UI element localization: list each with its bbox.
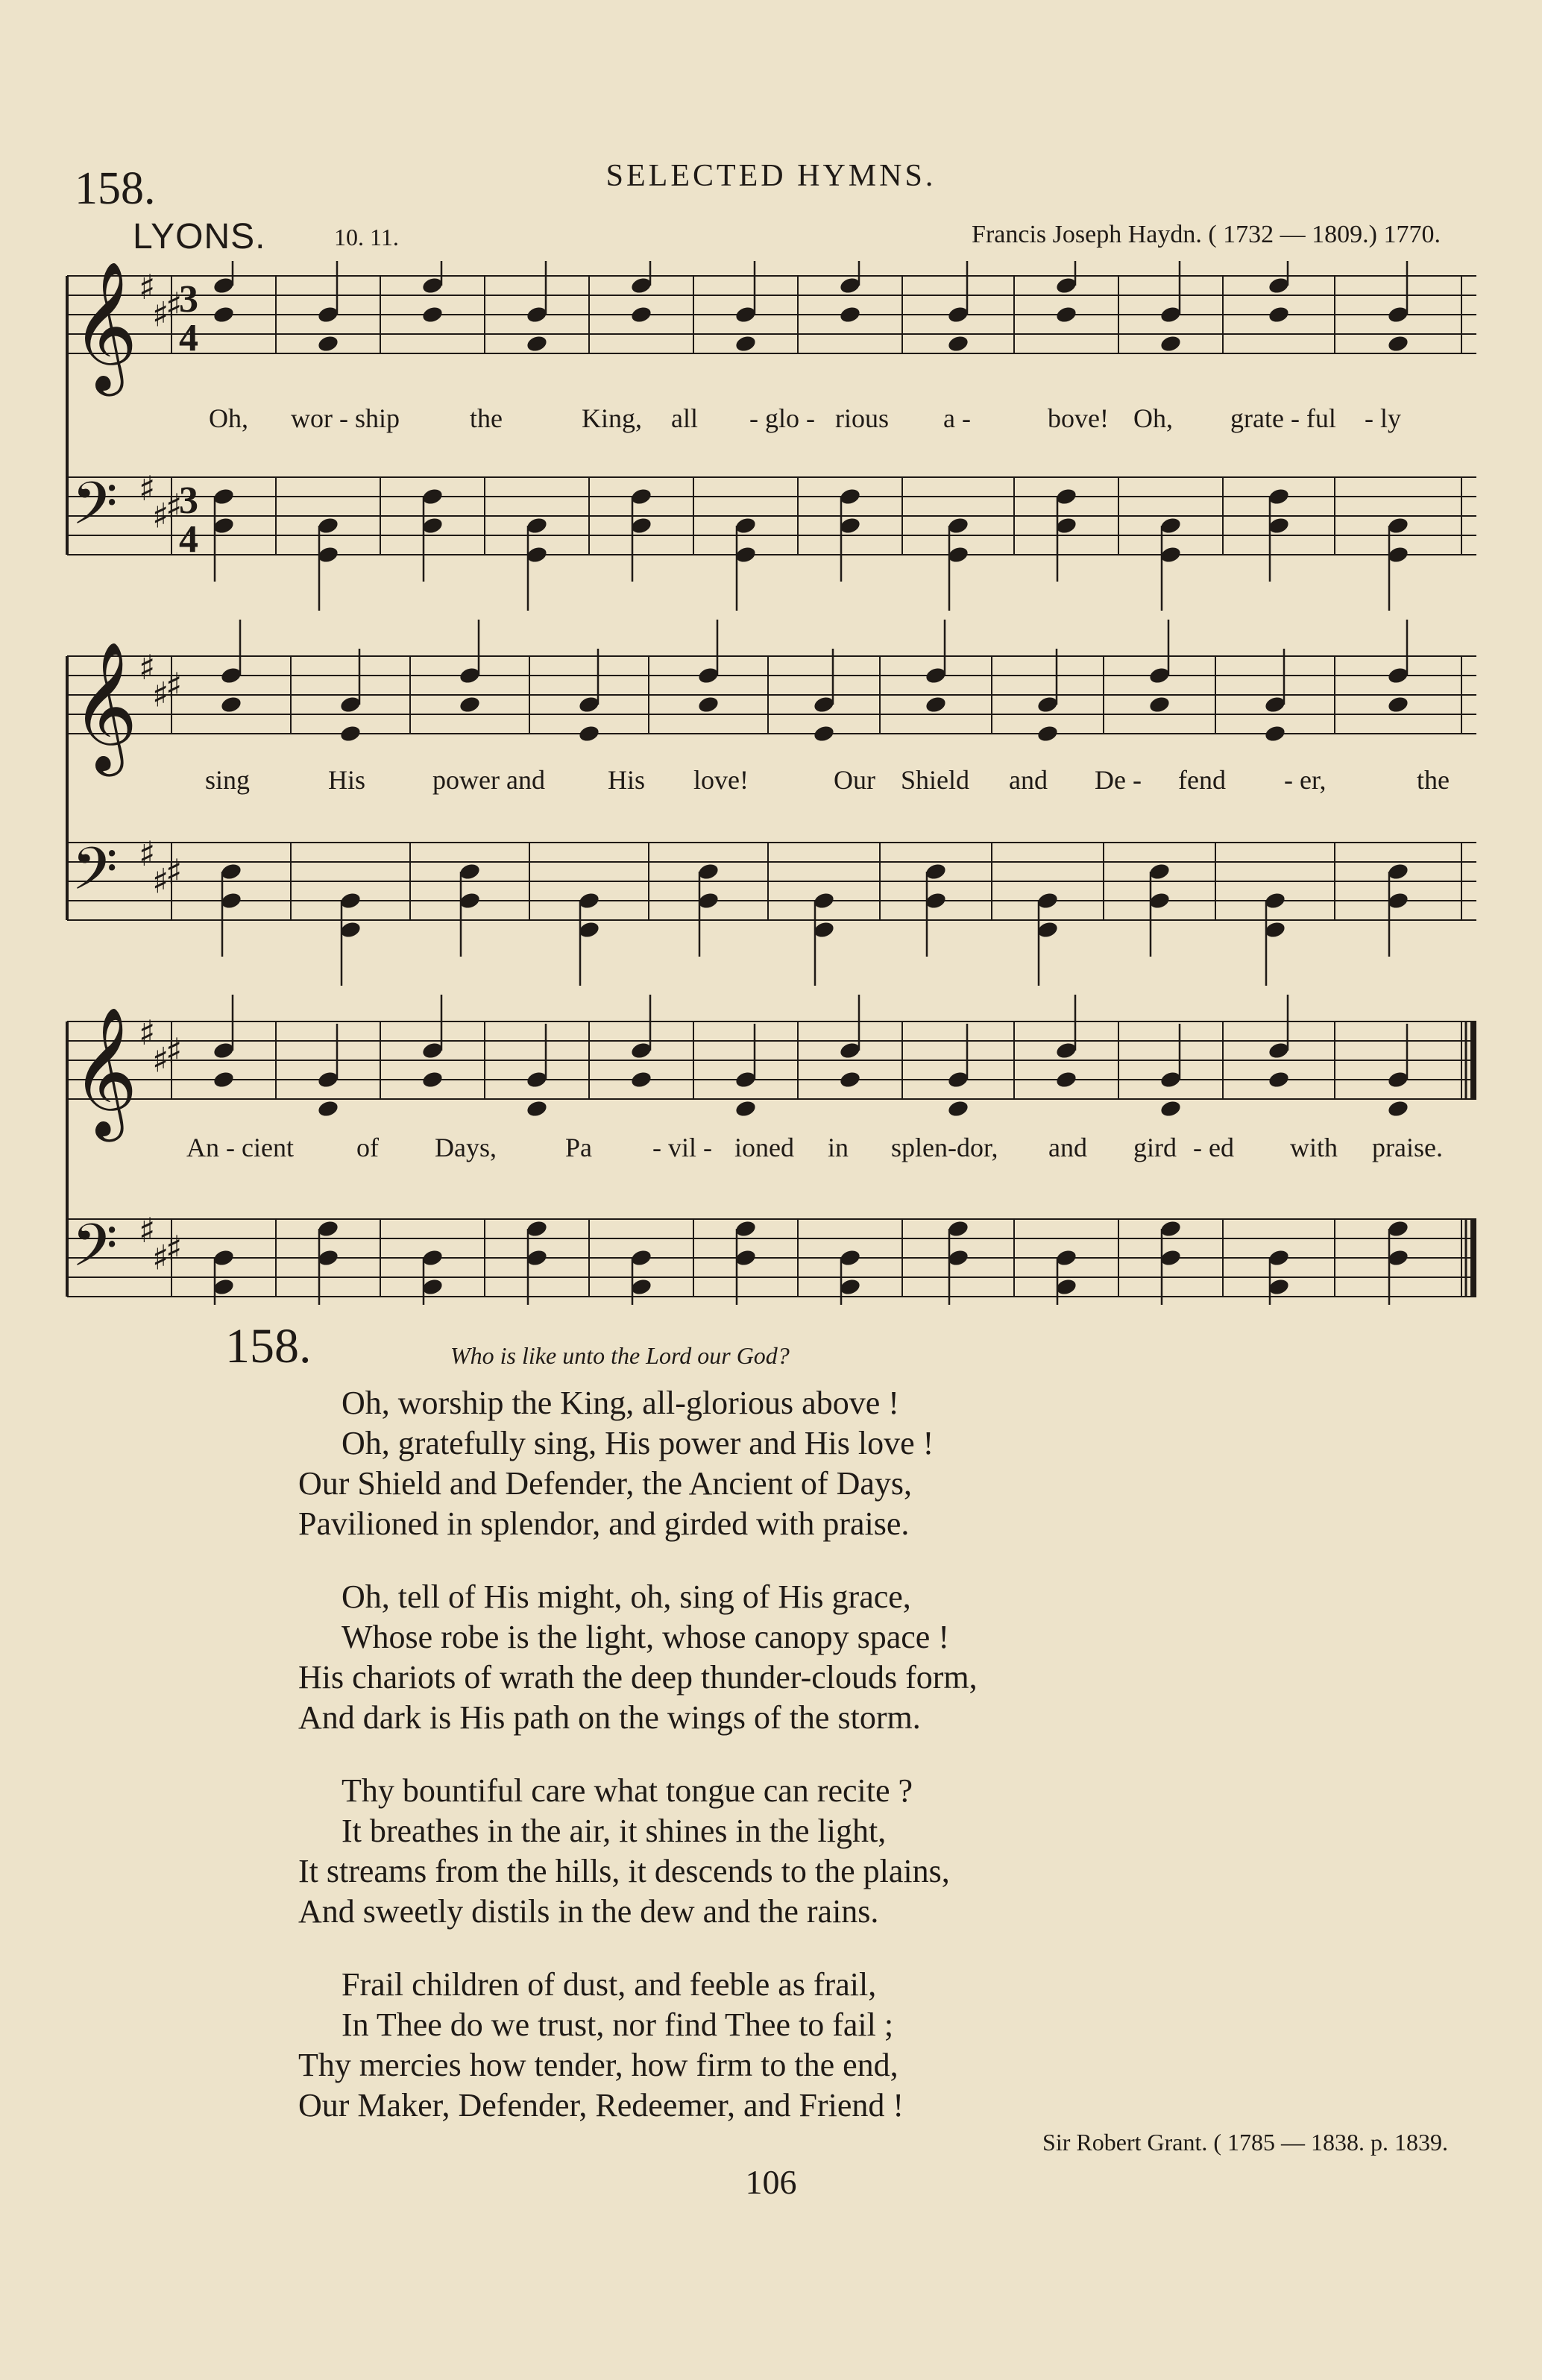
note-head [1036,724,1060,743]
sharp-sign: ♯ [152,860,169,901]
stanza-line: His chariots of wrath the deep thunder-clouds form, [298,1659,978,1696]
note-head [734,1219,758,1238]
note-head [213,487,236,506]
note-head [697,695,720,714]
composition-year: 1770. [1383,221,1441,248]
stanza-1 [298,1383,978,1544]
stanza-first-line: Frail children of dust, and feeble as frail, [342,1966,877,2003]
scripture-heading: Who is like unto the Lord our God? [450,1342,790,1369]
time-signature-top: 3 [179,479,198,522]
lyric-syllable: Pa [565,1133,592,1162]
stanza-line: Thy mercies how tender, how firm to the end, [298,2047,899,2083]
lyric-syllable: love! [693,765,749,795]
note-head [1159,305,1183,324]
note-head [526,305,549,324]
note-head [526,1099,549,1118]
time-signature-bottom: 4 [179,317,198,359]
note-head [317,545,340,564]
note-head [526,334,549,353]
note-head [1148,695,1171,714]
note-head [317,1248,340,1268]
stanza-first-line: Thy bountiful care what tongue can recite ? [342,1772,913,1809]
page-title: SELECTED HYMNS. [605,159,937,193]
note-head [213,276,236,295]
note-head [578,695,601,714]
note-head [1055,1070,1078,1089]
note-head [220,695,243,714]
stanza-line: Pavilioned in splendor, and girded with praise. [298,1505,910,1542]
note-head [1387,1099,1410,1118]
note-head [339,695,362,714]
note-head [697,862,720,881]
note-head [1159,1099,1183,1118]
note-head [459,695,482,714]
lyric-syllable: in [828,1133,849,1162]
note-head [630,276,653,295]
note-head [734,305,758,324]
stanza-line: Oh, gratefully sing, His power and His love ! [342,1425,934,1461]
lyric-syllable: and [1009,765,1048,795]
note-head [1268,1041,1291,1060]
note-head [1268,305,1291,324]
note-head [526,1248,549,1268]
note-head [734,334,758,353]
page-number: 106 [745,2163,797,2201]
note-head [1268,1070,1291,1089]
note-head [213,516,236,535]
time-signature-bottom: 4 [179,518,198,561]
note-head [947,334,970,353]
note-head [220,666,243,685]
lyric-syllable: - ly [1365,403,1401,433]
lyric-syllable: a - [943,403,971,433]
note-head [526,1070,549,1089]
author-dates: ( 1785 — 1838. p. 1839. [1213,2129,1448,2156]
note-head [459,891,482,910]
note-head [1148,891,1171,910]
lyric-syllable: with [1290,1133,1338,1162]
sharp-sign: ♯ [166,1030,183,1071]
note-head [1055,516,1078,535]
note-head [1159,1219,1183,1238]
sharp-sign: ♯ [139,1013,156,1054]
sharp-sign: ♯ [139,1210,156,1251]
note-head [1264,891,1287,910]
note-head [1055,1277,1078,1297]
note-head [839,305,862,324]
lyric-syllable: King, [582,403,642,433]
stanza-line: It streams from the hills, it descends to the plains, [298,1853,950,1889]
note-head [1055,487,1078,506]
lyric-syllable: His [328,765,366,795]
note-head [947,1219,970,1238]
note-head [947,1248,970,1268]
note-head [839,1248,862,1268]
note-head [339,891,362,910]
lyric-syllable: bove! [1048,403,1109,433]
sharp-sign: ♯ [166,285,183,326]
note-head [1387,334,1410,353]
note-head [213,305,236,324]
sharp-sign: ♯ [152,294,169,335]
sharp-sign: ♯ [152,674,169,715]
lyric-syllable: all [671,403,698,433]
note-head [839,276,862,295]
stanza-line: And sweetly distils in the dew and the rains. [298,1893,879,1930]
composer-name: Francis Joseph Haydn. [972,221,1202,248]
note-head [339,920,362,939]
note-head [630,1248,653,1268]
note-head [947,1099,970,1118]
note-head [1264,920,1287,939]
note-head [839,487,862,506]
sharp-sign: ♯ [139,267,156,308]
note-head [1036,920,1060,939]
time-signature-top: 3 [179,278,198,321]
note-head [526,545,549,564]
note-head [697,666,720,685]
lyric-syllable: and [1048,1133,1087,1162]
lyric-syllable: Days, [435,1133,497,1162]
note-head [630,1070,653,1089]
stanza-first-line: Oh, tell of His might, oh, sing of His grace, [342,1578,911,1615]
note-head [421,1277,444,1297]
note-head [925,695,948,714]
note-head [839,516,862,535]
note-head [1387,1219,1410,1238]
note-head [1159,516,1183,535]
note-head [1387,666,1410,685]
note-head [1159,334,1183,353]
note-head [526,1219,549,1238]
note-head [1036,695,1060,714]
note-head [1387,891,1410,910]
sharp-sign: ♯ [139,468,156,509]
bass-clef: 𝄢 [72,834,118,918]
note-head [459,666,482,685]
lyric-syllable: splen-dor, [891,1133,998,1162]
note-head [1264,695,1287,714]
note-head [947,516,970,535]
note-head [1055,1248,1078,1268]
note-head [1387,545,1410,564]
note-head [1268,276,1291,295]
lyric-syllable: fend [1178,765,1226,795]
treble-clef: 𝄞 [72,1007,138,1136]
lyric-syllable: rious [835,403,889,433]
note-head [1036,891,1060,910]
lyric-syllable: gird [1133,1133,1177,1162]
note-head [947,305,970,324]
note-head [213,1277,236,1297]
composer-credit [972,221,1441,249]
stanza-line: Our Maker, Defender, Redeemer, and Friend ! [298,2087,904,2124]
note-head [421,1041,444,1060]
note-head [1055,305,1078,324]
stanza-line: In Thee do we trust, nor find Thee to fail ; [342,2006,894,2043]
lyric-syllable: the [1417,765,1450,795]
note-head [317,334,340,353]
stanza-line: It breathes in the air, it shines in the light, [342,1813,887,1849]
note-head [1159,545,1183,564]
stanza-first-line: Oh, worship the King, all-glorious above ! [342,1385,899,1421]
note-head [925,666,948,685]
note-head [1055,276,1078,295]
lyric-syllable: An - cient [186,1133,294,1162]
text-hymn-number: 158. [225,1319,312,1373]
sharp-sign: ♯ [139,834,156,875]
lyric-syllable: power and [432,765,545,795]
note-head [813,724,836,743]
note-head [421,516,444,535]
lyric-syllable: - er, [1284,765,1327,795]
note-head [1055,1041,1078,1060]
lyric-syllable: - vil - [652,1133,712,1162]
note-head [630,305,653,324]
note-head [317,516,340,535]
note-head [1159,1248,1183,1268]
note-head [1268,487,1291,506]
note-head [1387,695,1410,714]
lyric-syllable: His [608,765,646,795]
lyric-syllable: - ed [1193,1133,1234,1162]
composer-dates: ( 1732 — 1809.) [1208,221,1377,248]
stanza-4 [298,1965,978,2126]
bass-clef: 𝄢 [72,1211,118,1294]
lyric-syllable: the [470,403,503,433]
lyric-syllable: sing [205,765,251,795]
note-head [213,1248,236,1268]
note-head [813,920,836,939]
note-head [220,891,243,910]
note-head [213,1070,236,1089]
note-head [421,1248,444,1268]
note-head [317,1099,340,1118]
treble-clef: 𝄞 [72,641,138,771]
note-head [1264,724,1287,743]
stanza-2 [298,1577,978,1738]
note-head [421,1070,444,1089]
tune-meter: 10. 11. [334,224,399,251]
note-head [925,862,948,881]
note-head [1387,305,1410,324]
sharp-sign: ♯ [139,647,156,688]
note-head [317,1219,340,1238]
note-head [1159,1070,1183,1089]
note-head [213,1041,236,1060]
sharp-sign: ♯ [152,495,169,536]
note-head [317,1070,340,1089]
note-head [578,920,601,939]
sharp-sign: ♯ [166,486,183,527]
note-head [734,545,758,564]
note-head [630,516,653,535]
note-head [1268,516,1291,535]
note-head [578,891,601,910]
note-head [839,1277,862,1297]
note-head [526,516,549,535]
sharp-sign: ♯ [152,1039,169,1080]
lyric-syllable: De - [1095,765,1142,795]
note-head [630,1041,653,1060]
note-head [421,305,444,324]
treble-clef: 𝄞 [72,261,138,391]
note-head [813,695,836,714]
lyric-syllable: wor - ship [291,403,400,433]
note-head [925,891,948,910]
note-head [734,1070,758,1089]
note-head [1387,1070,1410,1089]
note-head [1148,862,1171,881]
note-head [734,1248,758,1268]
stanza-line: Our Shield and Defender, the Ancient of Days, [298,1465,913,1502]
lyric-syllable: praise. [1372,1133,1443,1162]
note-head [421,276,444,295]
lyric-syllable: of [356,1133,379,1162]
note-head [1387,516,1410,535]
note-head [697,891,720,910]
note-head [947,1070,970,1089]
stanza-line: Whose robe is the light, whose canopy space ! [342,1619,949,1655]
text-author [1042,2129,1448,2156]
note-head [1387,862,1410,881]
note-head [1387,1248,1410,1268]
lyric-syllable: - glo - [749,403,815,433]
sharp-sign: ♯ [152,1237,169,1278]
bass-clef: 𝄢 [72,469,118,552]
lyric-syllable: Our [834,765,875,795]
lyric-syllable: Oh, [1133,403,1173,433]
lyric-syllable: ioned [734,1133,794,1162]
sharp-sign: ♯ [166,851,183,892]
note-head [734,516,758,535]
lyric-syllable: Oh, [209,403,248,433]
note-head [578,724,601,743]
hymn-verses [298,1383,978,2159]
author-name: Sir Robert Grant. [1042,2129,1208,2156]
note-head [421,487,444,506]
lyric-syllable: Shield [901,765,970,795]
note-head [734,1099,758,1118]
stanza-3 [298,1771,978,1932]
note-head [839,1041,862,1060]
note-head [630,1277,653,1297]
tune-name: LYONS. [133,217,266,256]
note-head [813,891,836,910]
note-head [339,724,362,743]
note-head [839,1070,862,1089]
note-head [459,862,482,881]
stanza-line: And dark is His path on the wings of the storm. [298,1699,921,1736]
note-head [947,545,970,564]
note-head [1268,1248,1291,1268]
note-head [630,487,653,506]
note-head [220,862,243,881]
lyric-syllable: grate - ful [1230,403,1336,433]
sharp-sign: ♯ [166,1228,183,1269]
note-head [1268,1277,1291,1297]
note-head [317,305,340,324]
sharp-sign: ♯ [166,665,183,706]
note-head [1148,666,1171,685]
hymn-number: 158. [75,163,156,214]
